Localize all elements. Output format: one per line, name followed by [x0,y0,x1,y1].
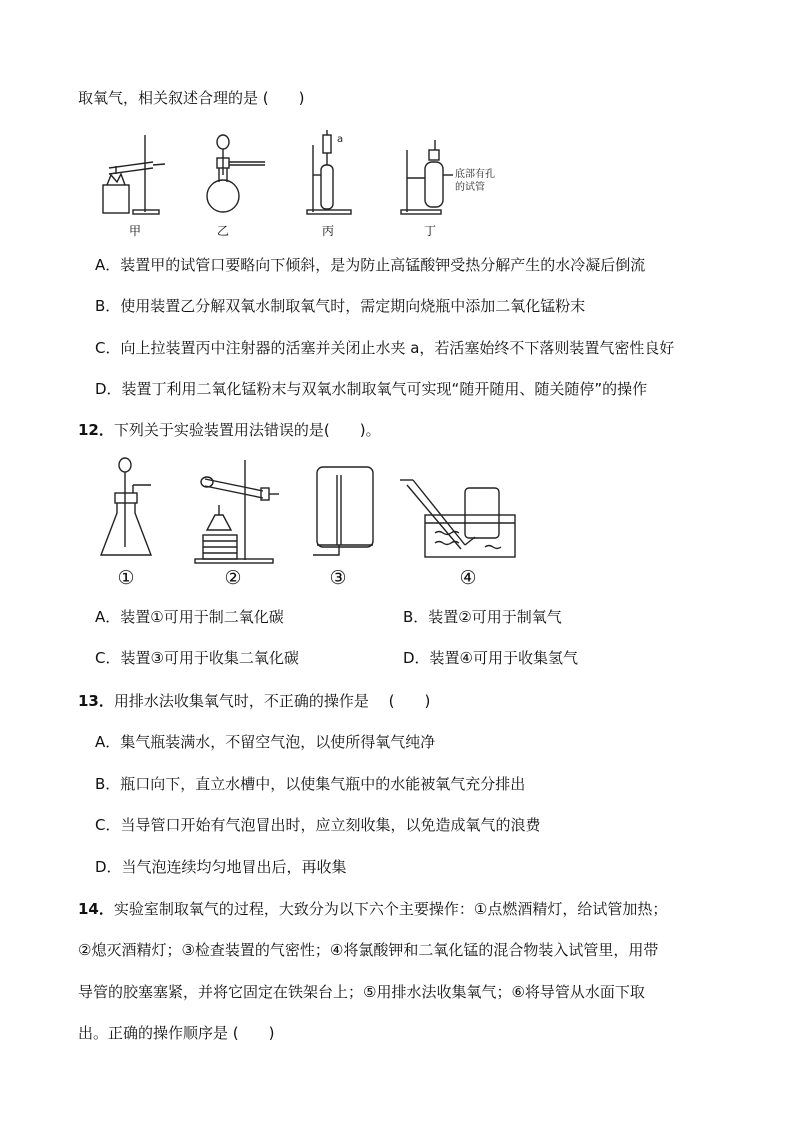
q14-line-3: 导管的胶塞塞紧，并将它固定在铁架台上；⑤用排水法收集氧气；⑥将导管从水面下取 [78,983,645,1001]
q14-text-1: 实验室制取氧气的过程，大致分为以下六个主要操作：①点燃酒精灯，给试管加热； [113,900,668,918]
q12-number: 12． [78,421,114,439]
label-hole-2: 的试管 [455,182,485,193]
apparatus-yi-icon [207,135,265,212]
q12-apparatus-figure [95,455,515,565]
q12-option-b: B．装置②可用于制氧气 [403,608,562,626]
caption-ding: 丁 [423,224,436,238]
q13-stem [78,691,430,711]
q12-option-d: D．装置④可用于收集氢气 [403,649,578,667]
caption-3: ③ [329,567,347,589]
caption-yi: 乙 [216,224,229,238]
apparatus-2-icon [195,460,279,563]
q12-stem-text: 下列关于实验装置用法错误的是( )。 [113,421,381,439]
caption-2: ② [224,567,242,589]
q11-stem-tail: 取氧气，相关叙述合理的是 ( ) [78,89,305,107]
caption-jia: 甲 [128,224,141,238]
caption-4: ④ [459,567,477,589]
q11-option-b: B．使用装置乙分解双氧水制取氧气时，需定期向烧瓶中添加二氧化锰粉末 [95,297,586,315]
q14-line-2: ②熄灭酒精灯；③检查装置的气密性；④将氯酸钾和二氧化锰的混合物装入试管里，用带 [78,941,659,959]
q13-option-b: B．瓶口向下，直立水槽中，以使集气瓶中的水能被氧气充分排出 [95,775,526,793]
apparatus-4-icon [400,480,515,557]
apparatus-ding-icon [401,140,495,214]
caption-1: ① [117,567,135,589]
q12-stem [78,420,381,440]
q14-line-4: 出。正确的操作顺序是 ( ) [78,1024,275,1042]
q13-option-c: C．当导管口开始有气泡冒出时，应立刻收集，以免造成氧气的浪费 [95,816,541,834]
apparatus-bing-icon [307,130,351,214]
q13-stem-text: 用排水法收集氧气时，不正确的操作是 ( ) [113,692,431,710]
label-a: a [337,134,344,145]
q12-option-c: C．装置③可用于收集二氧化碳 [95,649,299,667]
q11-apparatus-figure [95,130,535,240]
apparatus-1-icon [101,458,151,555]
q13-number: 13． [78,692,114,710]
q11-option-a: A．装置甲的试管口要略向下倾斜，是为防止高锰酸钾受热分解产生的水冷凝后倒流 [95,256,646,274]
q13-option-d: D．当气泡连续均匀地冒出后，再收集 [95,858,347,876]
q11-option-d: D．装置丁利用二氧化锰粉末与双氧水制取氧气可实现“随开随用、随关随停”的操作 [95,380,648,398]
q14-line-1 [78,899,667,919]
q14-number: 14． [78,900,114,918]
caption-bing: 丙 [321,224,334,238]
q13-option-a: A．集气瓶装满水，不留空气泡，以使所得氧气纯净 [95,733,436,751]
apparatus-3-icon [313,467,373,555]
apparatus-jia-icon [103,135,165,214]
q12-option-a: A．装置①可用于制二氧化碳 [95,608,284,626]
q11-option-c: C．向上拉装置丙中注射器的活塞并关闭止水夹 a，若活塞始终不下落则装置气密性良好 [95,339,675,357]
label-hole-1: 底部有孔 [455,169,495,180]
